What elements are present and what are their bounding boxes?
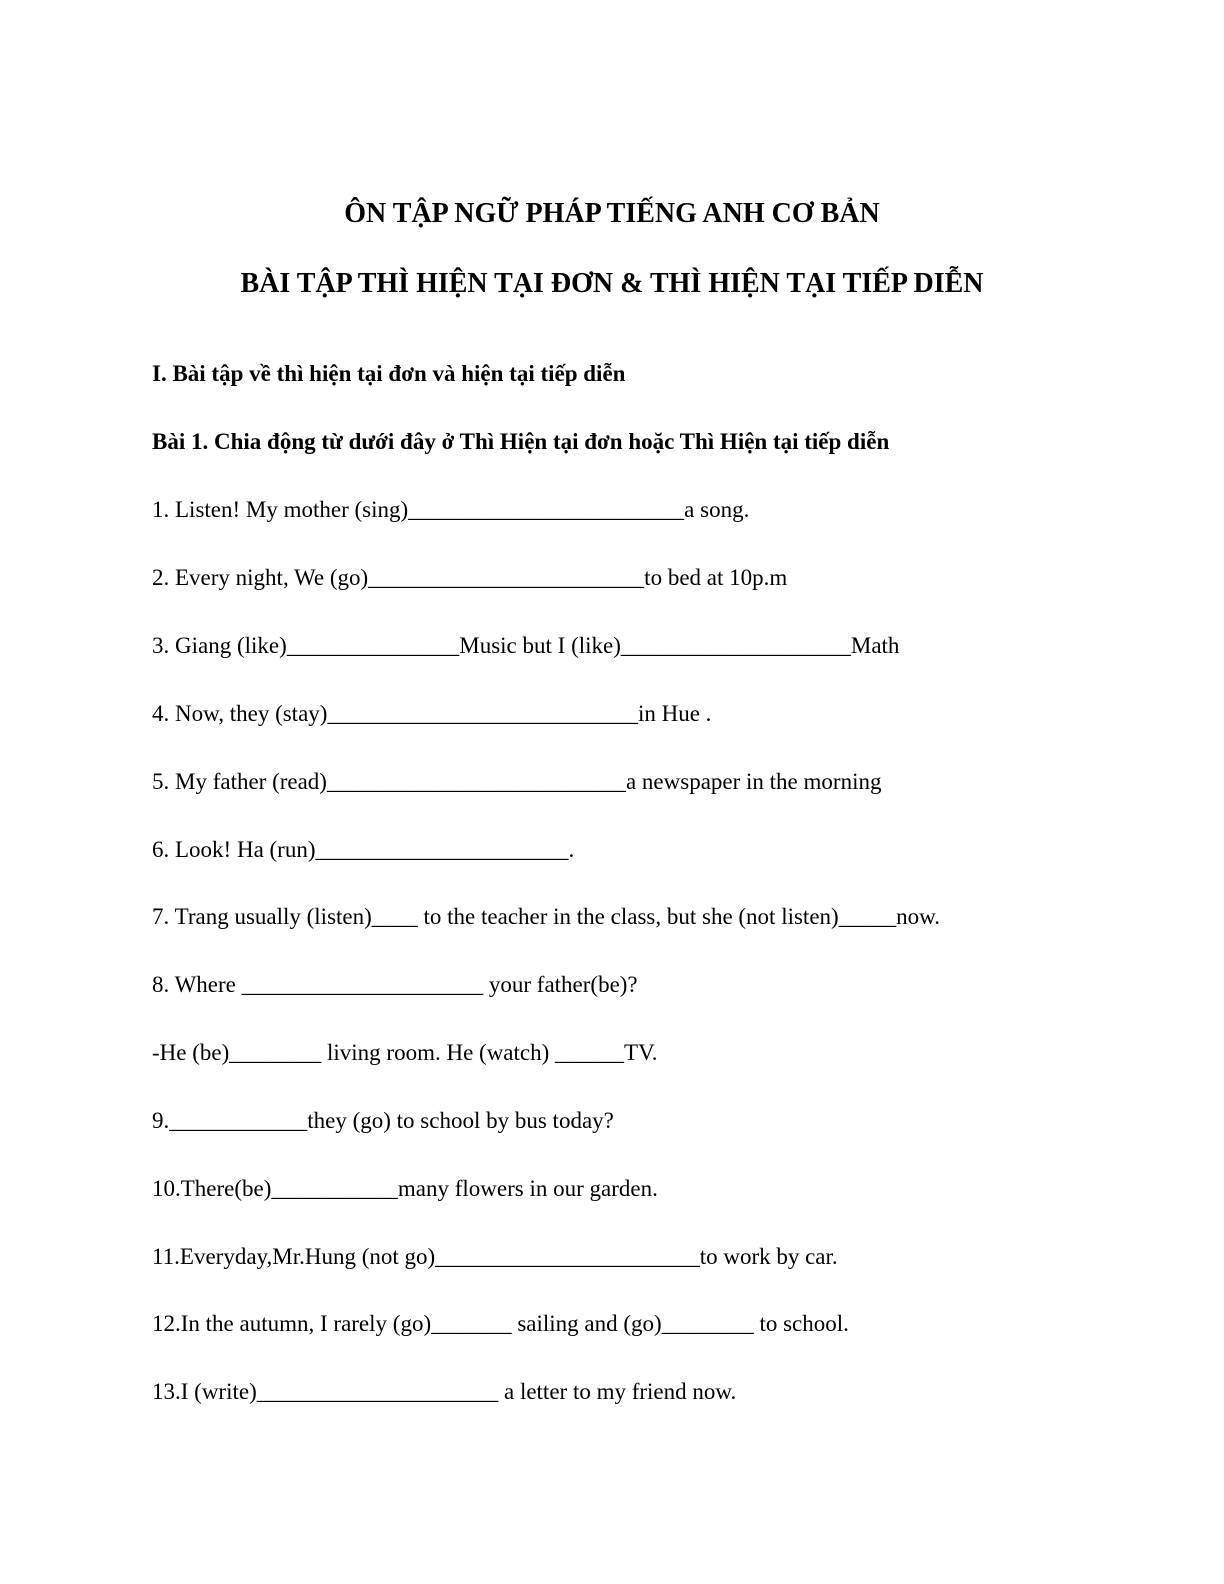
document-subtitle: BÀI TẬP THÌ HIỆN TẠI ĐƠN & THÌ HIỆN TẠI TIẾP DIỄN [240,268,984,299]
section-heading: I. Bài tập về thì hiện tại đơn và hiện tại tiếp diễn [152,361,626,386]
exercise-item-1: 1. Listen! My mother (sing)________________________a song. [152,497,750,522]
exercise-item-9: 9.____________they (go) to school by bus today? [152,1108,614,1133]
exercise-item-2: 2. Every night, We (go)________________________to bed at 10p.m [152,565,788,590]
exercise-item-11: 11.Everyday,Mr.Hung (not go)_______________________to work by car. [152,1244,838,1269]
exercise-item-6: 6. Look! Ha (run)______________________. [152,837,575,862]
exercise-item-4: 4. Now, they (stay)___________________________in Hue . [152,701,712,726]
exercise-item-3: 3. Giang (like)_______________Music but I (like)____________________Math [152,633,900,658]
exercise-item-8: 8. Where _____________________ your father(be)? [152,972,638,997]
exercise-item-10: 10.There(be)___________many flowers in our garden. [152,1176,658,1201]
exercise-item-5: 5. My father (read)__________________________a newspaper in the morning [152,769,882,794]
exercise-item-12: 12.In the autumn, I rarely (go)_______ sailing and (go)________ to school. [152,1311,849,1336]
exercise-item-8-answer: -He (be)________ living room. He (watch) ______TV. [152,1040,658,1065]
document-title: ÔN TẬP NGỮ PHÁP TIẾNG ANH CƠ BẢN [344,198,880,229]
exercise-item-7: 7. Trang usually (listen)____ to the teacher in the class, but she (not listen)_____now. [152,904,941,929]
exercise-heading: Bài 1. Chia động từ dưới đây ở Thì Hiện tại đơn hoặc Thì Hiện tại tiếp diễn [152,429,890,454]
exercise-item-13: 13.I (write)_____________________ a letter to my friend now. [152,1379,737,1404]
